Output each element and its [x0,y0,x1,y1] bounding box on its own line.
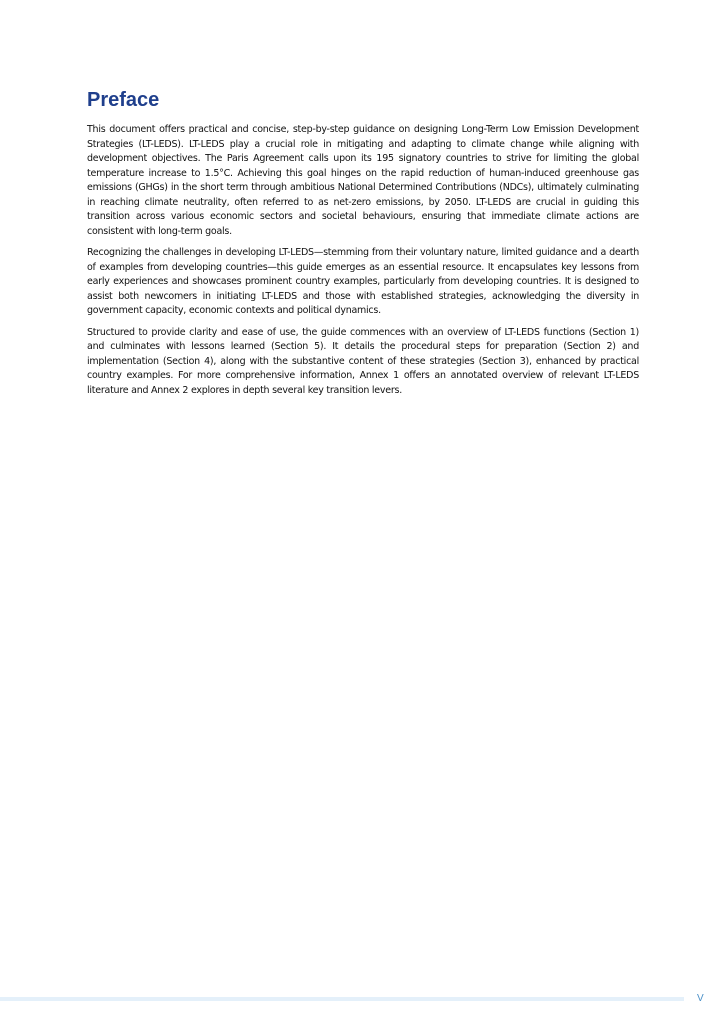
paragraph-structure: Structured to provide clarity and ease of use, the guide commences with an overview of LT-LEDS functions (Section 1) and culminates with lessons learned (Section 5). It details the procedural steps for preparation (Section 2) and implementation (Section 4), along with the substantive content of these strategies (Section 3), enhanced by practical country examples. For more comprehensive information, Annex 1 offers an annotated overview of relevant LT-LEDS literature and Annex 2 explores in depth several key transition levers. [87,326,639,396]
paragraph-challenges: Recognizing the challenges in developing LT-LEDS—stemming from their voluntary nature, limited guidance and a dearth of examples from developing countries—this guide emerges as an essential resource. It encapsulates key lessons from early experiences and showcases prominent country examples, particularly from developing countries. It is designed to assist both newcomers in initiating LT-LEDS and those with established strategies, acknowledging the diversity in government capacity, economic contexts and political dynamics. [87,247,639,316]
page-number: V [697,993,704,1004]
footer-divider [0,997,684,1001]
paragraph-intro: This document offers practical and concise, step-by-step guidance on designing Long-Term Low Emission Development Strategies (LT-LEDS). LT-LEDS play a crucial role in mitigating and adapting to climate change while aligning with development objectives. The Paris Agreement calls upon its 195 signatory countries to strive for limiting the global temperature increase to 1.5°C. Achieving this goal hinges on the rapid reduction of human-induced greenhouse gas emissions (GHGs) in the short term through ambitious National Determined Contributions (NDCs), ultimately culminating in reaching climate neutrality, often referred to as net-zero emissions, by 2050. LT-LEDS are crucial in guiding this transition across various economic sectors and societal behaviours, ensuring that immediate climate actions are consistent with long-term goals. [87,124,639,237]
preface-section [87,88,639,405]
page-title: Preface [87,89,160,111]
